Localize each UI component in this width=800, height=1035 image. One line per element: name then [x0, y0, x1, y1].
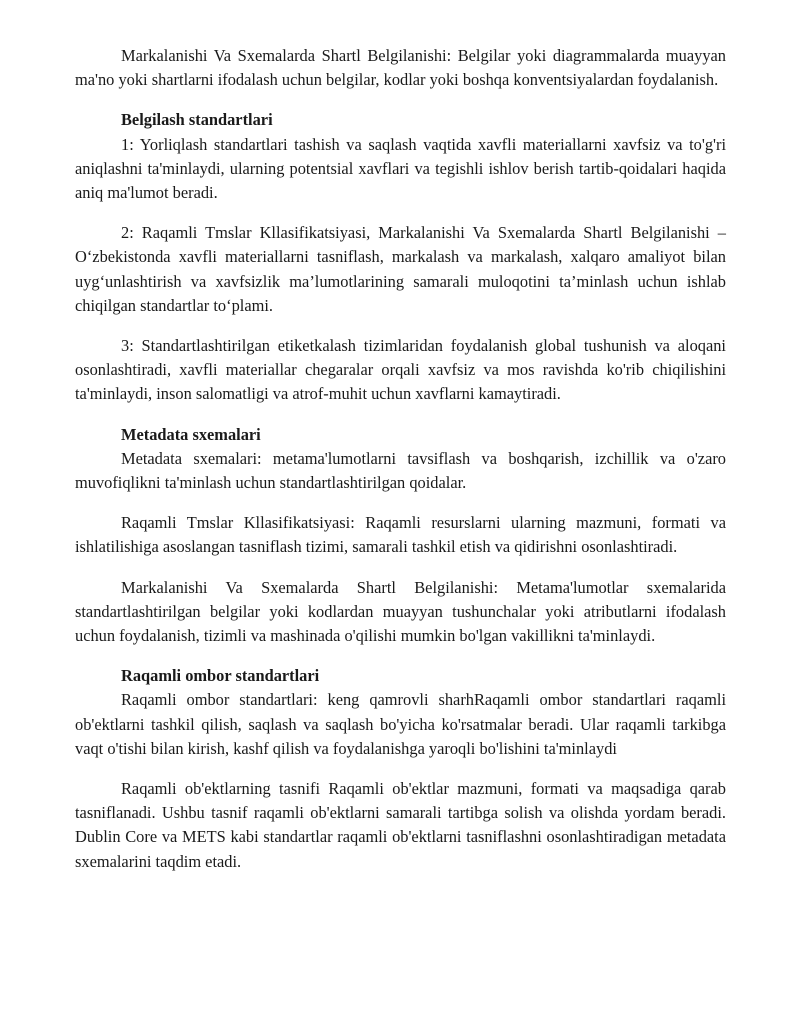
document-page [75, 44, 726, 874]
ombor-paragraph-2: Raqamli ob'ektlarning tasnifi Raqamli ob'ektlar mazmuni, formati va maqsadiga qarab tasniflanadi. Ushbu tasnif raqamli ob'ektlarni samarali tartibga solish va olishda yordam beradi. Dublin Core va METS kabi standartlar raqamli ob'ektlarni tasniflashni osonlashtiradigan metadata sxemalarini taqdim etadi. [75, 779, 726, 871]
section-heading-raqamli-ombor: Raqamli ombor standartlari [121, 666, 320, 686]
metadata-paragraph-3: Markalanishi Va Sxemalarda Shartl Belgilanishi: Metama'lumotlar sxemalarida standartlashtirilgan belgilar yoki kodlardan muayyan tushunchalar yoki atributlarni ifodalash uchun foydalanish, tizimli va mashinada o'qilishi mumkin bo'lgan vakillikni ta'minlaydi. [75, 577, 726, 646]
metadata-paragraph-2: Raqamli Tmslar Kllasifikatsiyasi: Raqamli resurslarni ularning mazmuni, formati va ishlatilishiga asoslangan tasniflash tizimi, samarali tashkil etish va qidirishni osonlashtiradi. [75, 513, 726, 557]
belgilash-paragraph-2: 2: Raqamli Tmslar Kllasifikatsiyasi, Markalanishi Va Sxemalarda Shartl Belgilanishi – O‘zbekistonda xavfli materiallarni tasniflash, markalash va markalash, xalqaro amaliyot bilan uyg‘unlashtirish va xavfsizlik ma’lumotlarining samarali muloqotini ta’minlash uchun ishlab chiqilgan standartlar to‘plami. [75, 223, 726, 315]
belgilash-paragraph-1: 1: Yorliqlash standartlari tashish va saqlash vaqtida xavfli materiallarni xavfsiz va to'g'ri aniqlashni ta'minlaydi, ularning potentsial xavflari va tegishli ishlov berish tartib-qoidalari haqida aniq ma'lumot beradi. [75, 134, 726, 203]
belgilash-paragraph-3: 3: Standartlashtirilgan etiketkalash tizimlaridan foydalanish global tushunish va aloqani osonlashtiradi, xavfli materiallar chegaralar orqali xavfsiz va mos ravishda ko'rib chiqilishini ta'minlaydi, inson salomatligi va atrof-muhit uchun xavflarni kamaytiradi. [75, 336, 726, 404]
intro-paragraph: Markalanishi Va Sxemalarda Shartl Belgilanishi: Belgilar yoki diagrammalarda muayyan ma'no yoki shartlarni ifodalash uchun belgilar, kodlar yoki boshqa konventsiyalardan foydalanish. [75, 46, 726, 90]
section-heading-belgilash: Belgilash standartlari [121, 110, 273, 130]
section-heading-metadata: Metadata sxemalari [121, 424, 261, 444]
metadata-paragraph-1: Metadata sxemalari: metama'lumotlarni tavsiflash va boshqarish, izchillik va o'zaro muvofiqlikni ta'minlash uchun standartlashtirilgan qoidalar. [75, 448, 726, 493]
ombor-paragraph-1: Raqamli ombor standartlari: keng qamrovli sharhRaqamli ombor standartlari raqamli ob'ektlarni tashkil qilish, saqlash va saqlash bo'yicha ko'rsatmalar beradi. Ular raqamli tarkibga vaqt o'tishi bilan kirish, kashf qilish va foydalanishga yaroqli bo'lishini ta'minlaydi [75, 690, 726, 758]
